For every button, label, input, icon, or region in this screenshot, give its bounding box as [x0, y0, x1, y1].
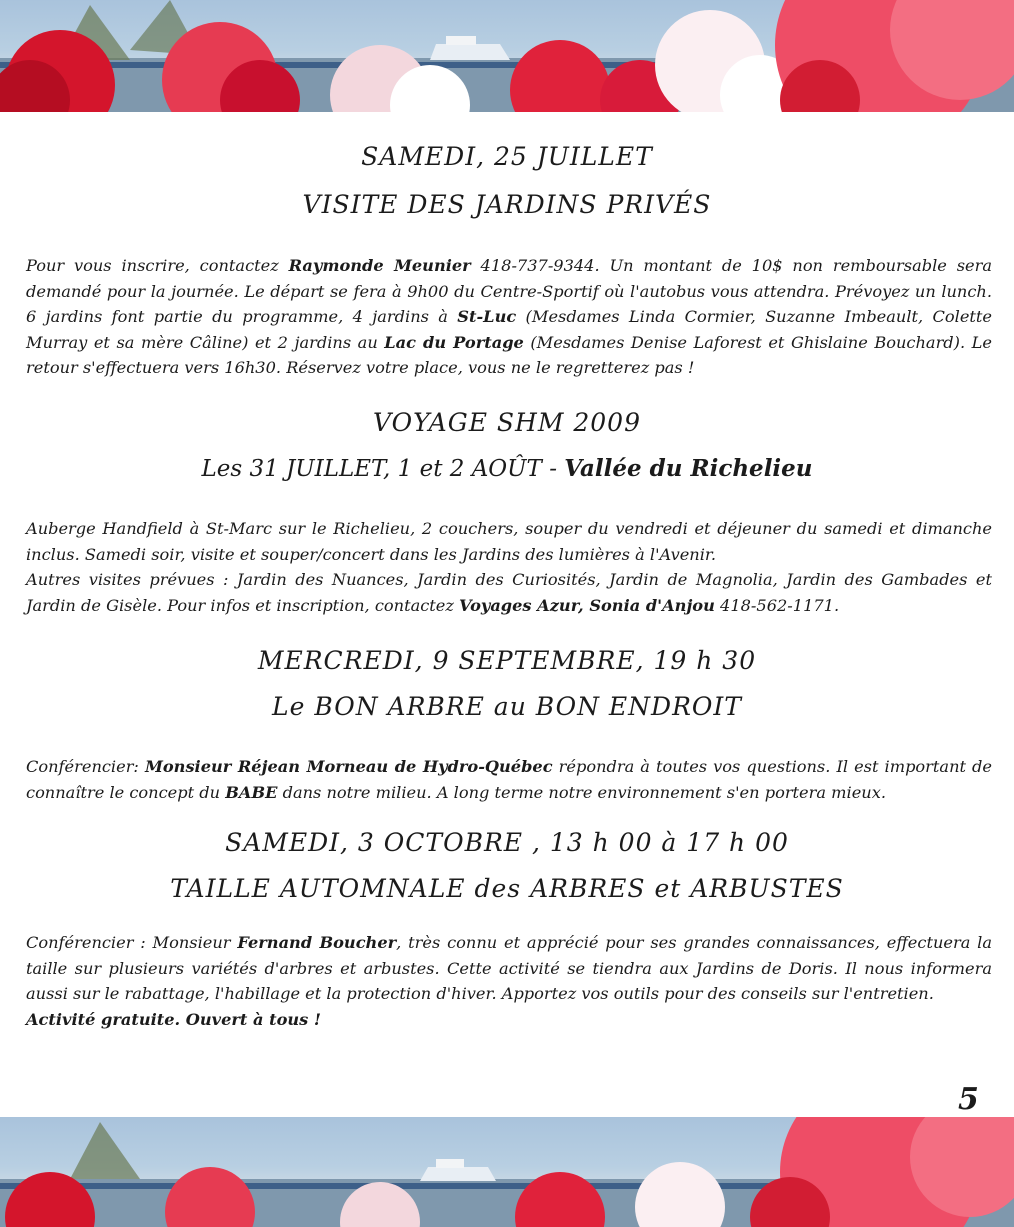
- section-4-title: SAMEDI, 3 OCTOBRE , 13 h 00 à 17 h 00: [225, 828, 789, 857]
- page-number: 5: [958, 1082, 979, 1117]
- bottom-flower-banner: [0, 1117, 1014, 1227]
- bold-text: Activité gratuite. Ouvert à tous !: [26, 1009, 322, 1029]
- section-1-body: [26, 253, 992, 381]
- section-3-body: [26, 754, 992, 805]
- section-3-title: MERCREDI, 9 SEPTEMBRE, 19 h 30: [257, 646, 757, 675]
- text-run: Conférencier : Monsieur: [26, 933, 238, 952]
- section-4-subtitle: TAILLE AUTOMNALE des ARBRES et ARBUSTES: [170, 874, 844, 903]
- text-run: Autres visites prévues : Jardin des Nuances, Jardin des Curiosités, Jardin de Magnolia, Jardin des Gambades et Jardin de Gisèle. Pour infos et inscription, contactez: [26, 570, 992, 615]
- text-run: Les 31 JUILLET, 1 et 2 AOÛT -: [201, 456, 565, 482]
- bold-text: St-Luc: [457, 307, 517, 326]
- flower-photo: [0, 1117, 1014, 1227]
- bold-text: Lac du Portage: [384, 332, 524, 352]
- text-run: Pour vous inscrire, contactez: [26, 256, 289, 275]
- text-run: Auberge Handfield à St-Marc sur le Richelieu, 2 couchers, souper du vendredi et déjeuner du samedi et dimanche inclus. Samedi soir, visite et souper/concert dans les Jardins des lumières à l'Avenir.: [26, 519, 992, 564]
- section-1-title: SAMEDI, 25 JUILLET: [361, 142, 653, 171]
- section-2-body: [26, 516, 992, 618]
- bold-text: Fernand Boucher: [237, 933, 397, 952]
- text-run: répondra à toutes vos questions. Il est important de connaître le concept du: [26, 757, 992, 802]
- text-run: (Mesdames Linda Cormier, Suzanne Imbeault, Colette Murray et sa mère Câline) et 2 jardins au: [26, 307, 992, 352]
- bold-text: Vallée du Richelieu: [564, 455, 813, 482]
- section-4-body: [26, 930, 992, 1032]
- text-run: dans notre milieu. A long terme notre environnement s'en portera mieux.: [277, 782, 886, 802]
- section-1-subtitle: VISITE DES JARDINS PRIVÉS: [302, 190, 712, 219]
- text-run: Conférencier:: [26, 757, 145, 776]
- section-2-title: VOYAGE SHM 2009: [373, 408, 641, 437]
- text-run: , très connu et apprécié pour ses grandes connaissances, effectuera la taille sur plusieurs variétés d'arbres et arbustes. Cette activité se tiendra aux Jardins de Doris. Il nous informera aussi sur le rabattage, l'habillage et la protection d'hiver. Apportez vos outils pour des conseils sur l'entretien.: [26, 933, 993, 1003]
- section-2-subtitle: [0, 455, 1014, 482]
- text-run: 418-562-1171.: [714, 595, 840, 615]
- bold-text: Raymonde Meunier: [288, 256, 471, 275]
- page-content: [0, 112, 1014, 1117]
- bold-text: BABE: [225, 782, 278, 802]
- section-3-subtitle: Le BON ARBRE au BON ENDROIT: [272, 692, 742, 721]
- flower-photo: [0, 0, 1014, 112]
- text-run: (Mesdames Denise Laforest et Ghislaine Bouchard). Le retour s'effectuera vers 16h30. Réservez votre place, vous ne le regretterez pas !: [26, 332, 992, 377]
- text-run: 418-737-9344. Un montant de 10$ non remboursable sera demandé pour la journée. Le départ se fera à 9h00 du Centre-Sportif où l'autobus vous attendra. Prévoyez un lunch. 6 jardins font partie du programme, 4 jardins à: [26, 256, 992, 326]
- bold-text: Voyages Azur, Sonia d'Anjou: [459, 595, 715, 615]
- top-flower-banner: [0, 0, 1014, 112]
- bold-text: Monsieur Réjean Morneau de Hydro-Québec: [144, 757, 553, 776]
